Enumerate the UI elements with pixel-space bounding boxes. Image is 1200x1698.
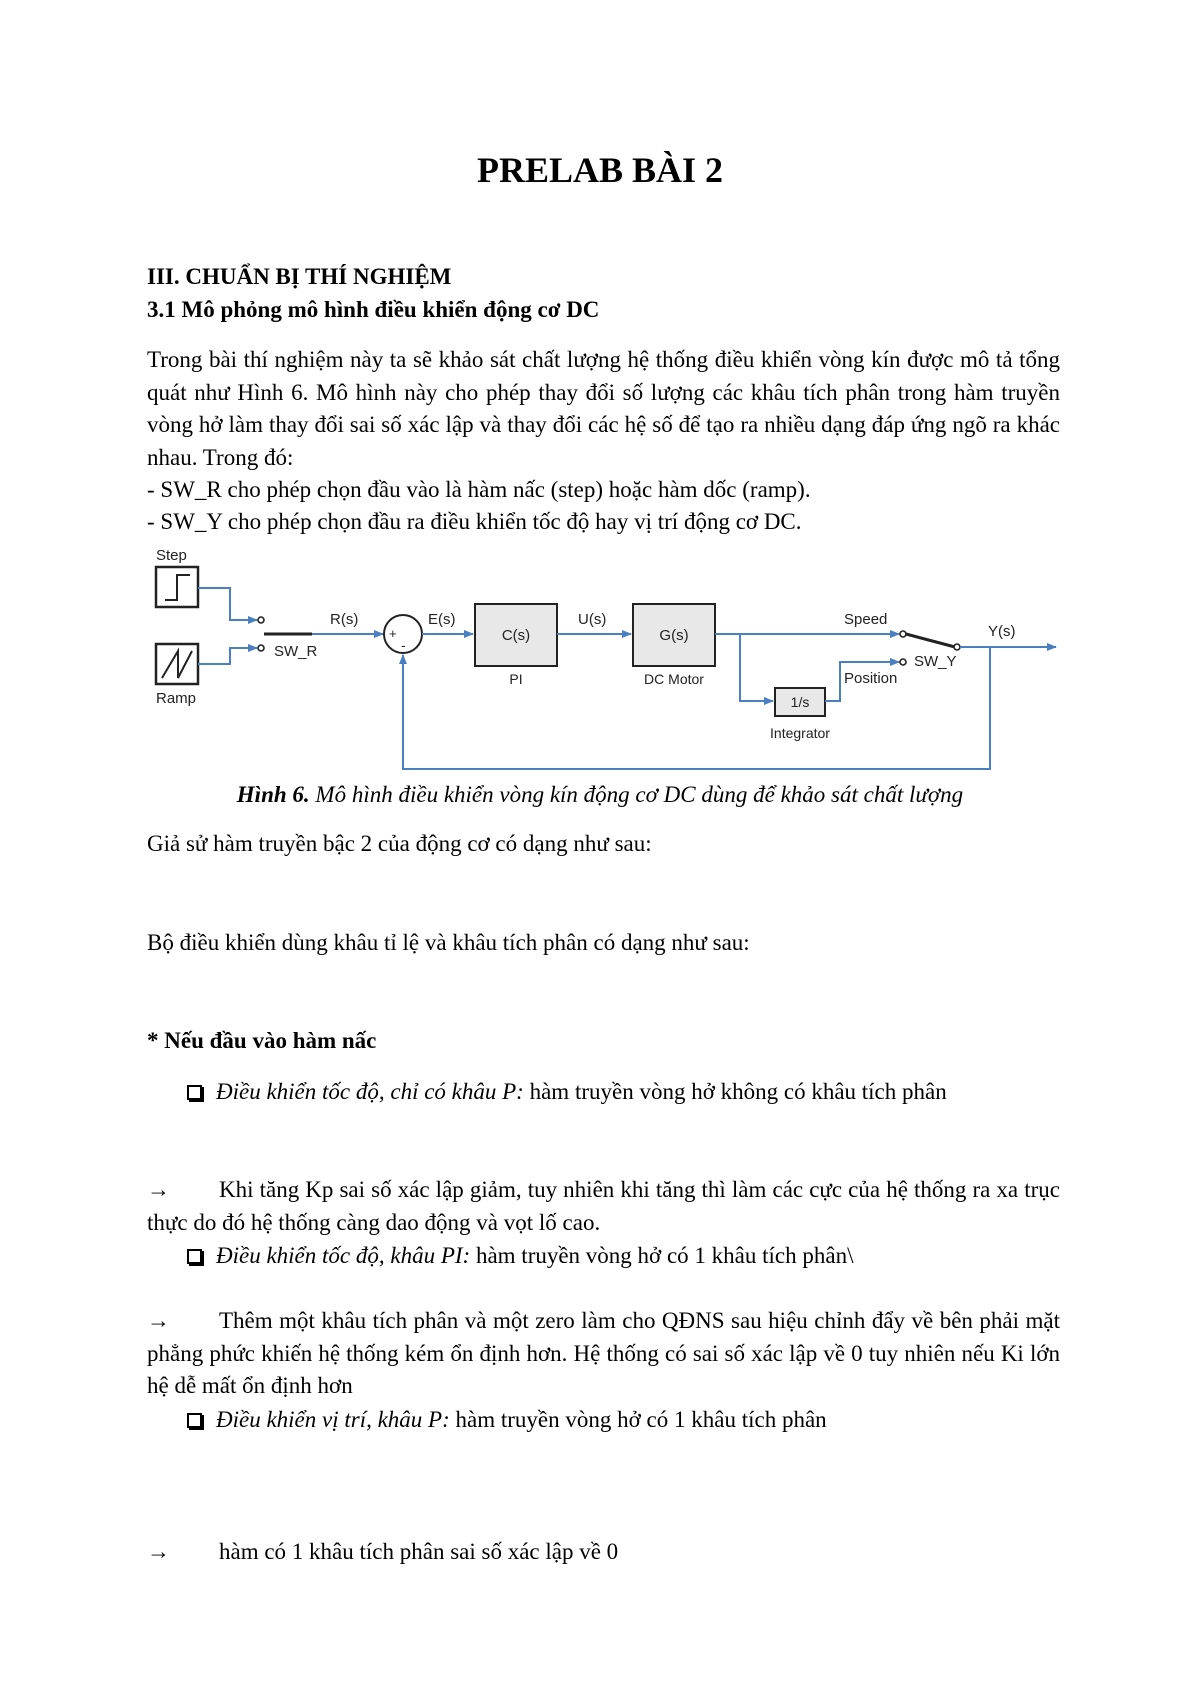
- case3-title: Điều khiển vị trí, khâu P:: [216, 1407, 450, 1432]
- right-arrow-icon: →: [147, 1539, 170, 1564]
- ramp-label: Ramp: [156, 690, 197, 707]
- y-label: Y(s): [988, 623, 1016, 640]
- subsection-heading: 3.1 Mô phỏng mô hình điều khiển động cơ DC: [147, 297, 600, 322]
- sw-y-switch[interactable]: [906, 634, 955, 647]
- intro-text: Trong bài thí nghiệm này ta sẽ khảo sát chất lượng hệ thống điều khiển vòng kín được mô tả tổng quát như Hình 6. Mô hình này cho phép thay đổi số lượng các khâu tích phân trong hàm truyền vòng hở làm thay đổi sai số xác lập và thay đổi các hệ số để tạo ra nhiều dạng đáp ứng ngõ ra khác nhau. Trong đó:: [147, 347, 1060, 470]
- step-label: Step: [156, 548, 187, 564]
- bullet-sw-r: - SW_R cho phép chọn đầu vào là hàm nấc (step) hoặc hàm dốc (ramp).: [147, 477, 811, 502]
- step-line: [198, 588, 257, 620]
- motor-label: G(s): [659, 627, 689, 644]
- minus-sign: -: [401, 637, 406, 653]
- sw-r-label: SW_R: [274, 643, 318, 660]
- case2-title: Điều khiển tốc độ, khâu PI:: [216, 1243, 471, 1268]
- integrator-input-line: [740, 634, 773, 701]
- checkbox-icon: [187, 1249, 202, 1264]
- controller-text: Bộ điều khiển dùng khâu tỉ lệ và khâu tích phân có dạng như sau:: [147, 930, 750, 955]
- note2: [147, 1305, 1060, 1403]
- motor-caption: DC Motor: [644, 671, 704, 687]
- intro-paragraph: [147, 344, 1060, 538]
- ramp-line: [198, 648, 257, 664]
- page-title: PRELAB BÀI 2: [476, 150, 724, 190]
- e-label: E(s): [428, 611, 456, 628]
- step-input-heading: * Nếu đầu vào hàm nấc: [147, 1028, 377, 1053]
- controller-label: C(s): [501, 627, 531, 644]
- right-arrow-icon: →: [147, 1177, 170, 1202]
- note1: [147, 1174, 1060, 1239]
- case1-text: hàm truyền vòng hở không có khâu tích phân: [523, 1079, 947, 1104]
- figure-caption-text: Mô hình điều khiển vòng kín động cơ DC dùng để khảo sát chất lượng: [309, 782, 964, 807]
- case2-item: [187, 1240, 853, 1272]
- integrator-label: 1/s: [790, 694, 810, 710]
- note1-text: Khi tăng Kp sai số xác lập giảm, tuy nhiên khi tăng thì làm các cực của hệ thống ra xa trục thực do đó hệ thống càng dao động và vọt lố cao.: [147, 1177, 1060, 1235]
- speed-label: Speed: [844, 611, 888, 628]
- case1-title: Điều khiển tốc độ, chỉ có khâu P:: [216, 1079, 524, 1104]
- u-label: U(s): [578, 611, 607, 628]
- case3-text: hàm truyền vòng hở có 1 khâu tích phân: [449, 1407, 827, 1432]
- figure-caption-label: Hình 6.: [236, 782, 310, 807]
- case3-item: [187, 1404, 827, 1436]
- plus-sign: +: [389, 626, 397, 641]
- bullet-sw-y: - SW_Y cho phép chọn đầu ra điều khiển tốc độ hay vị trí động cơ DC.: [147, 509, 802, 534]
- checkbox-icon: [187, 1085, 202, 1100]
- case1-item: [187, 1076, 947, 1108]
- note3-text: hàm có 1 khâu tích phân sai số xác lập về 0: [219, 1539, 619, 1564]
- figure-caption: [0, 779, 1200, 811]
- sw-y-label: SW_Y: [914, 653, 957, 670]
- section-heading: III. CHUẨN BỊ THÍ NGHIỆM: [147, 264, 452, 289]
- note3: [147, 1536, 618, 1568]
- right-arrow-icon: →: [147, 1308, 170, 1333]
- position-label: Position: [844, 670, 898, 687]
- integrator-caption: Integrator: [770, 725, 830, 741]
- controller-caption: PI: [509, 671, 523, 687]
- case2-text: hàm truyền vòng hở có 1 khâu tích phân\: [470, 1243, 854, 1268]
- note2-text: Thêm một khâu tích phân và một zero làm cho QĐNS sau hiệu chỉnh đẩy về bên phải mặt phẳng phức khiến hệ thống kém ổn định hơn. Hệ thống có sai số xác lập về 0 tuy nhiên nếu Ki lớn hệ dễ mất ổn định hơn: [147, 1308, 1060, 1398]
- checkbox-icon: [187, 1413, 202, 1428]
- block-diagram: [150, 548, 1070, 776]
- r-label: R(s): [330, 611, 359, 628]
- motor-tf-text: Giả sử hàm truyền bậc 2 của động cơ có dạng như sau:: [147, 831, 652, 856]
